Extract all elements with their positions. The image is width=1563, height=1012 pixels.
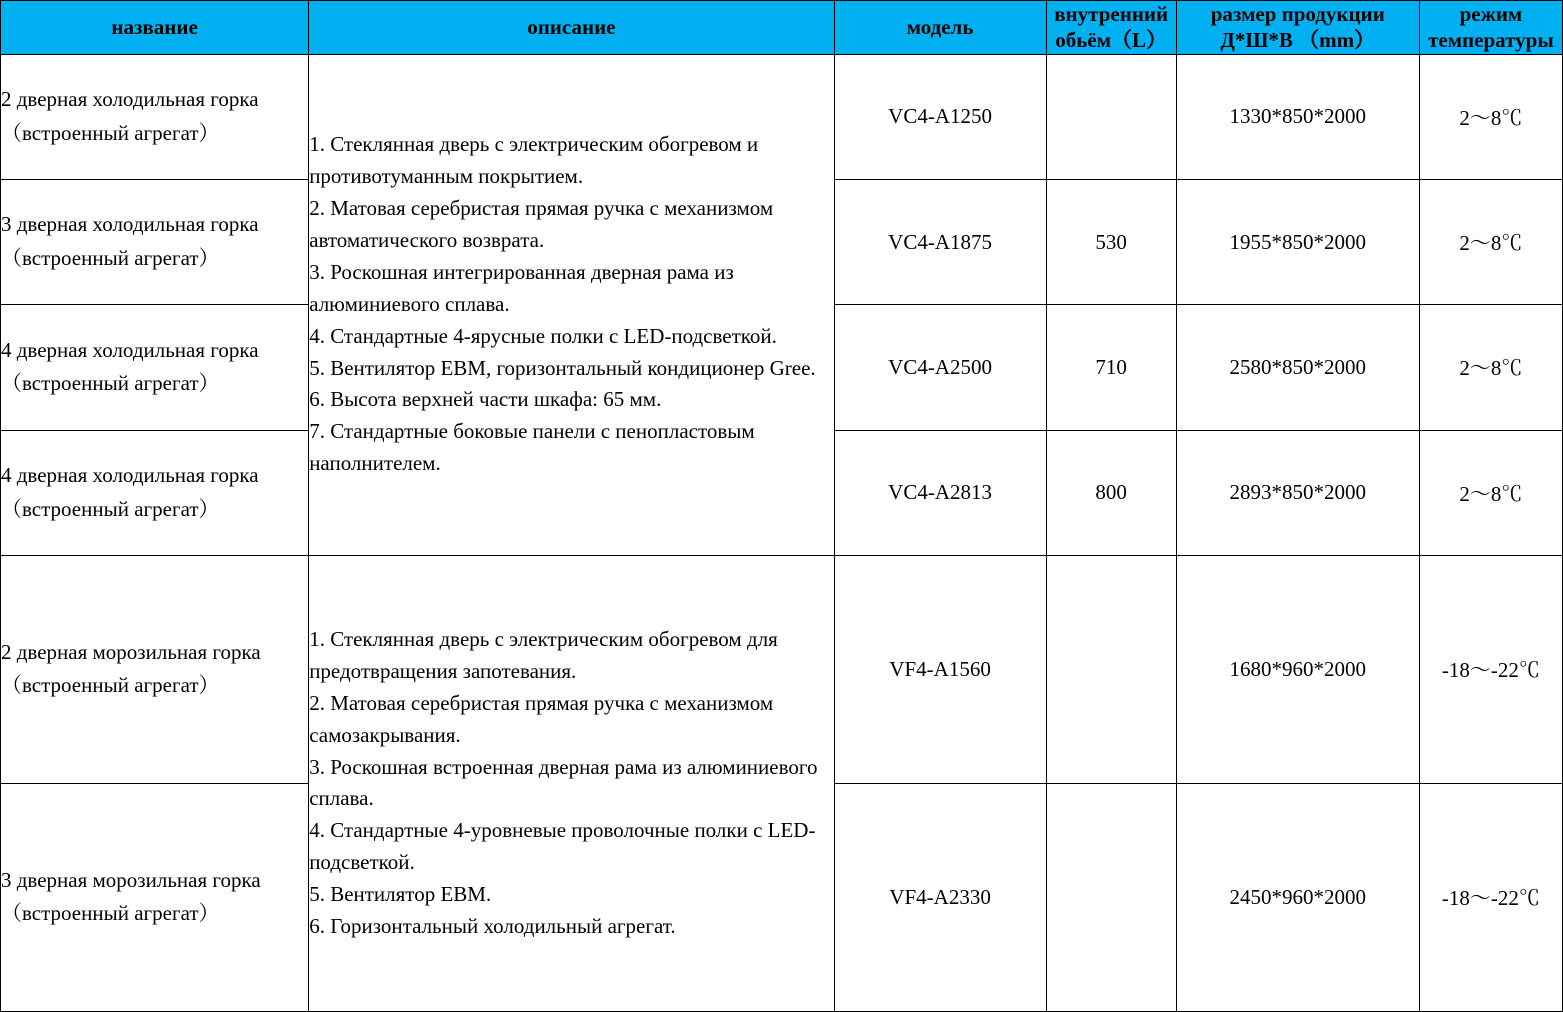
description-line: 5. Вентилятор EBM.	[309, 882, 492, 907]
cell-size: 2450*960*2000	[1176, 783, 1419, 1011]
cell-model: VC4-A2813	[834, 430, 1046, 555]
cell-name	[1, 783, 309, 1011]
header-internal-volume: внутренний обьём（L）	[1046, 1, 1176, 55]
name-line-secondary: （встроенный агрегат）	[1, 371, 220, 396]
table-row	[1, 555, 1563, 783]
cell-temperature: -18～-22℃	[1419, 783, 1562, 1011]
description-line: 1. Стеклянная дверь с электрическим обогревом для предотвращения запотевания.	[309, 626, 778, 683]
name-line-secondary: （встроенный агрегат）	[1, 120, 220, 145]
cell-volume	[1046, 783, 1176, 1011]
description-line: 1. Стеклянная дверь с электрическим обогревом и противотуманным покрытием.	[309, 132, 759, 189]
cell-temperature: -18～-22℃	[1419, 555, 1562, 783]
table-body	[1, 54, 1563, 1012]
cell-model: VC4-A1250	[834, 54, 1046, 179]
description-line: 6. Горизонтальный холодильный агрегат.	[309, 914, 676, 939]
cell-name	[1, 430, 309, 555]
cell-name	[1, 179, 309, 304]
cell-size: 1330*850*2000	[1176, 54, 1419, 179]
description-line: 5. Вентилятор EBM, горизонтальный кондиционер Gree.	[309, 355, 816, 380]
cell-model: VF4-A2330	[834, 783, 1046, 1011]
cell-temperature: 2～8℃	[1419, 430, 1562, 555]
cell-model: VC4-A2500	[834, 305, 1046, 430]
cell-temperature: 2～8℃	[1419, 179, 1562, 304]
description-line: 3. Роскошная встроенная дверная рама из алюминиевого сплава.	[309, 754, 818, 811]
cell-volume: 530	[1046, 179, 1176, 304]
description-line: 4. Стандартные 4-уровневые проволочные полки с LED-подсветкой.	[309, 818, 816, 875]
cell-temperature: 2～8℃	[1419, 54, 1562, 179]
name-line-primary: 2 дверная морозильная горка	[1, 639, 261, 664]
description-line: 3. Роскошная интегрированная дверная рама из алюминиевого сплава.	[309, 259, 734, 316]
name-line-secondary: （встроенный агрегат）	[1, 901, 220, 926]
cell-volume: 800	[1046, 430, 1176, 555]
header-temperature-mode: режим температуры	[1419, 1, 1562, 55]
cell-size: 2893*850*2000	[1176, 430, 1419, 555]
cell-volume	[1046, 555, 1176, 783]
name-line-secondary: （встроенный агрегат）	[1, 246, 220, 271]
table-row	[1, 54, 1563, 179]
cell-size: 2580*850*2000	[1176, 305, 1419, 430]
description-line: 2. Матовая серебристая прямая ручка с механизмом автоматического возврата.	[309, 196, 774, 252]
header-description: описание	[309, 1, 834, 55]
cell-description-group-2	[309, 555, 834, 1011]
name-line-primary: 3 дверная морозильная горка	[1, 867, 261, 892]
cell-size: 1955*850*2000	[1176, 179, 1419, 304]
cell-model: VF4-A1560	[834, 555, 1046, 783]
cell-size: 1680*960*2000	[1176, 555, 1419, 783]
name-line-primary: 3 дверная холодильная горка	[1, 212, 259, 237]
description-line: 7. Стандартные боковые панели с пенопластовым наполнителем.	[309, 419, 755, 476]
name-line-primary: 4 дверная холодильная горка	[1, 337, 259, 362]
name-line-primary: 2 дверная холодильная горка	[1, 87, 259, 112]
cell-name	[1, 305, 309, 430]
description-line: 2. Матовая серебристая прямая ручка с механизмом самозакрывания.	[309, 690, 774, 747]
description-line: 4. Стандартные 4-ярусные полки с LED-подсветкой.	[309, 323, 777, 348]
cell-temperature: 2～8℃	[1419, 305, 1562, 430]
cell-model: VC4-A1875	[834, 179, 1046, 304]
name-line-primary: 4 дверная холодильная горка	[1, 463, 259, 488]
cell-description-group-1	[309, 54, 834, 555]
cell-volume	[1046, 54, 1176, 179]
name-line-secondary: （встроенный агрегат）	[1, 496, 220, 521]
description-line: 6. Высота верхней части шкафа: 65 мм.	[309, 387, 662, 412]
name-line-secondary: （встроенный агрегат）	[1, 673, 220, 698]
table-header	[1, 1, 1563, 55]
header-name: название	[1, 1, 309, 55]
header-row	[1, 1, 1563, 55]
header-model: модель	[834, 1, 1046, 55]
cell-volume: 710	[1046, 305, 1176, 430]
cell-name	[1, 555, 309, 783]
header-product-size: размер продукции Д*Ш*В （mm）	[1176, 1, 1419, 55]
cell-name	[1, 54, 309, 179]
